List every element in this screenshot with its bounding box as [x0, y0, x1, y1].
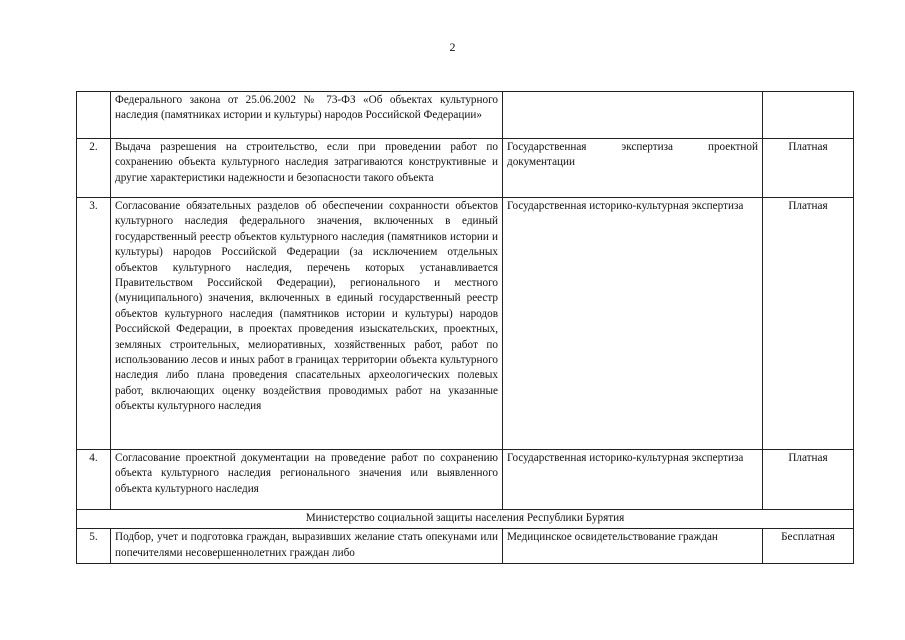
table-row: [77, 92, 854, 139]
table-row: [77, 198, 854, 450]
table-row: [77, 450, 854, 510]
row-number: 2.: [77, 139, 111, 198]
row-number: 5.: [77, 529, 111, 564]
row-service: Государственная экспертиза проектной документации: [503, 139, 763, 198]
row-number: 4.: [77, 450, 111, 510]
row-number: [77, 92, 111, 139]
row-description: Согласование обязательных разделов об обеспечении сохранности объектов культурного наследия федерального значения, включенных в единый государственный реестр объектов культурного наследия (памятников истории и культуры) народов Российской Федерации (за исключением отдельных объектов культурного наследия, перечень которых устанавливается Правительством Российской Федерации), регионального и местного (муниципального) значения, включенных в единый государственный реестр объектов культурного наследия (памятников истории и культуры) народов Российской Федерации, в проектах проведения изыскательских, проектных, земляных строительных, мелиоративных, хозяйственных работ, работ по использованию лесов и иных работ в границах территории объекта культурного наследия либо плана проведения спасательных археологических полевых работ, включающих оценку воздействия проводимых работ на указанные объекты культурного наследия: [111, 198, 503, 450]
section-title: Министерство социальной защиты населения Республики Бурятия: [77, 510, 854, 529]
services-table: [76, 91, 854, 564]
table-row: [77, 139, 854, 198]
row-service: Медицинское освидетельствование граждан: [503, 529, 763, 564]
page-number: 2: [449, 40, 456, 54]
row-fee: [763, 92, 854, 139]
row-fee: Бесплатная: [763, 529, 854, 564]
row-fee: Платная: [763, 139, 854, 198]
row-description: Согласование проектной документации на проведение работ по сохранению объекта культурного наследия регионального значения или выявленного объекта культурного наследия: [111, 450, 503, 510]
row-service: Государственная историко-культурная экспертиза: [503, 450, 763, 510]
row-description: Федерального закона от 25.06.2002 № 73-ФЗ «Об объектах культурного наследия (памятниках истории и культуры) народов Российской Федерации»: [111, 92, 503, 139]
row-number: 3.: [77, 198, 111, 450]
row-description: Подбор, учет и подготовка граждан, выразивших желание стать опекунами или попечителями несовершеннолетних граждан либо: [111, 529, 503, 564]
row-service: [503, 92, 763, 139]
row-service: Государственная историко-культурная экспертиза: [503, 198, 763, 450]
row-fee: Платная: [763, 450, 854, 510]
section-row: [77, 510, 854, 529]
table-row: [77, 529, 854, 564]
row-fee: Платная: [763, 198, 854, 450]
row-description: Выдача разрешения на строительство, если при проведении работ по сохранению объекта культурного наследия затрагиваются конструктивные и другие характеристики надежности и безопасности такого объекта: [111, 139, 503, 198]
